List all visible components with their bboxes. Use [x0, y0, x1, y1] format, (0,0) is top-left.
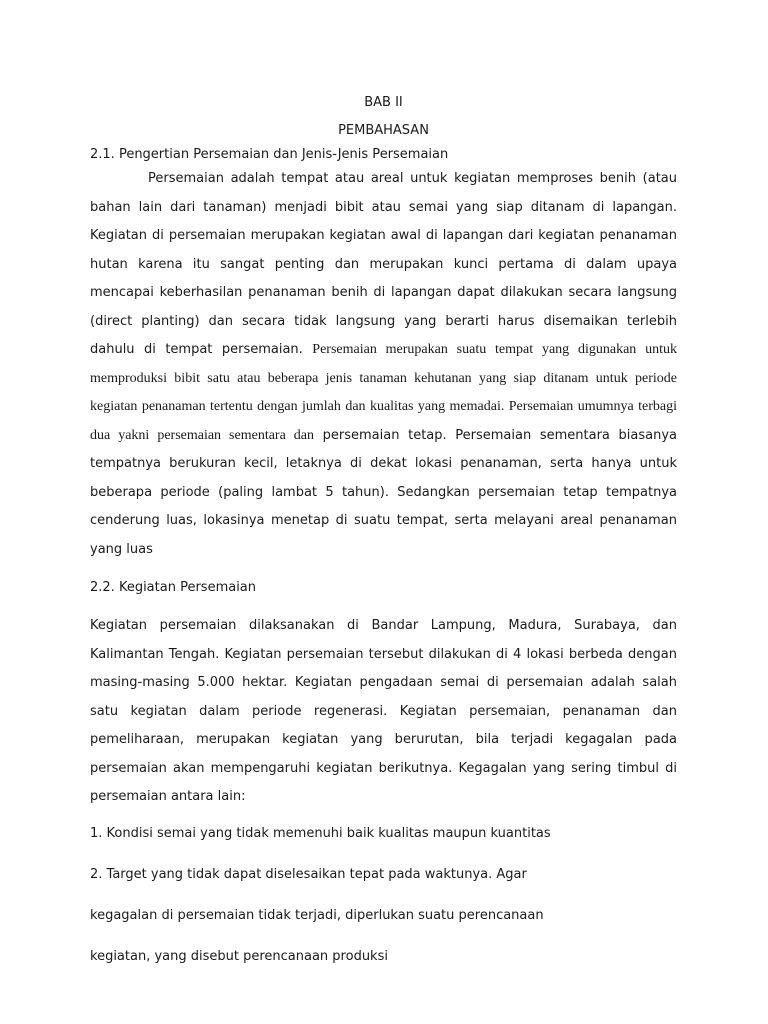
section-2-1-paragraph: [90, 165, 677, 564]
continuation-line-2: kegiatan, yang disebut perencanaan produksi: [90, 948, 388, 964]
paragraph-part-sans-end: persemaian tetap. Persemaian sementara biasanya tempatnya berukuran kecil, letaknya di dekat lokasi penanaman, serta hanya untuk beberapa periode (paling lambat 5 tahun). Sedangkan persemaian tetap tempatnya cenderung luas, lokasinya menetap di suatu tempat, serta melayani areal penanaman yang luas: [90, 427, 677, 557]
continuation-line-1: kegagalan di persemaian tidak terjadi, diperlukan suatu perencanaan: [90, 907, 544, 923]
list-item-2: 2. Target yang tidak dapat diselesaikan tepat pada waktunya. Agar: [90, 866, 527, 882]
list-item-1: 1. Kondisi semai yang tidak memenuhi baik kualitas maupun kuantitas: [90, 825, 551, 841]
paragraph-part-sans: Persemaian adalah tempat atau areal untuk kegiatan memproses benih (atau bahan lain dari tanaman) menjadi bibit atau semai yang siap ditanam di lapangan. Kegiatan di persemaian merupakan kegiatan awal di lapangan dari kegiatan penanaman hutan karena itu sangat penting dan merupakan kunci pertama di dalam upaya mencapai keberhasilan penanaman benih di lapangan dapat dilakukan secara langsung (direct planting) dan secara tidak langsung yang berarti harus disemaikan terlebih dahulu di tempat persemaian.: [90, 171, 677, 357]
paragraph-part-serif: Persemaian merupakan suatu tempat yang digunakan untuk memproduksi bibit satu atau beberapa jenis tanaman kehutanan yang siap ditanam untuk periode kegiatan penanaman tertentu dengan jumlah dan kualitas yang memadai. Persemaian umumnya terbagi dua yakni persemaian sementara dan: [90, 342, 678, 443]
document-content: [90, 93, 677, 967]
chapter-title: PEMBAHASAN: [338, 123, 429, 138]
section-heading-2-2: 2.2. Kegiatan Persemaian: [90, 580, 257, 595]
section-2-2-paragraph: Kegiatan persemaian dilaksanakan di Bandar Lampung, Madura, Surabaya, dan Kalimantan Tengah. Kegiatan persemaian tersebut dilakukan di 4 lokasi berbeda dengan masing-masing 5.000 hektar. Kegiatan pengadaan semai di persemaian adalah salah satu kegiatan dalam periode regenerasi. Kegiatan persemaian, penanaman dan pemeliharaan, merupakan kegiatan yang berurutan, bila terjadi kegagalan pada persemaian akan mempengaruhi kegiatan berikutnya. Kegagalan yang sering timbul di persemaian antara lain:: [90, 618, 677, 804]
chapter-number: BAB II: [364, 95, 403, 110]
section-heading-2-1: 2.1. Pengertian Persemaian dan Jenis-Jenis Persemaian: [90, 147, 449, 162]
